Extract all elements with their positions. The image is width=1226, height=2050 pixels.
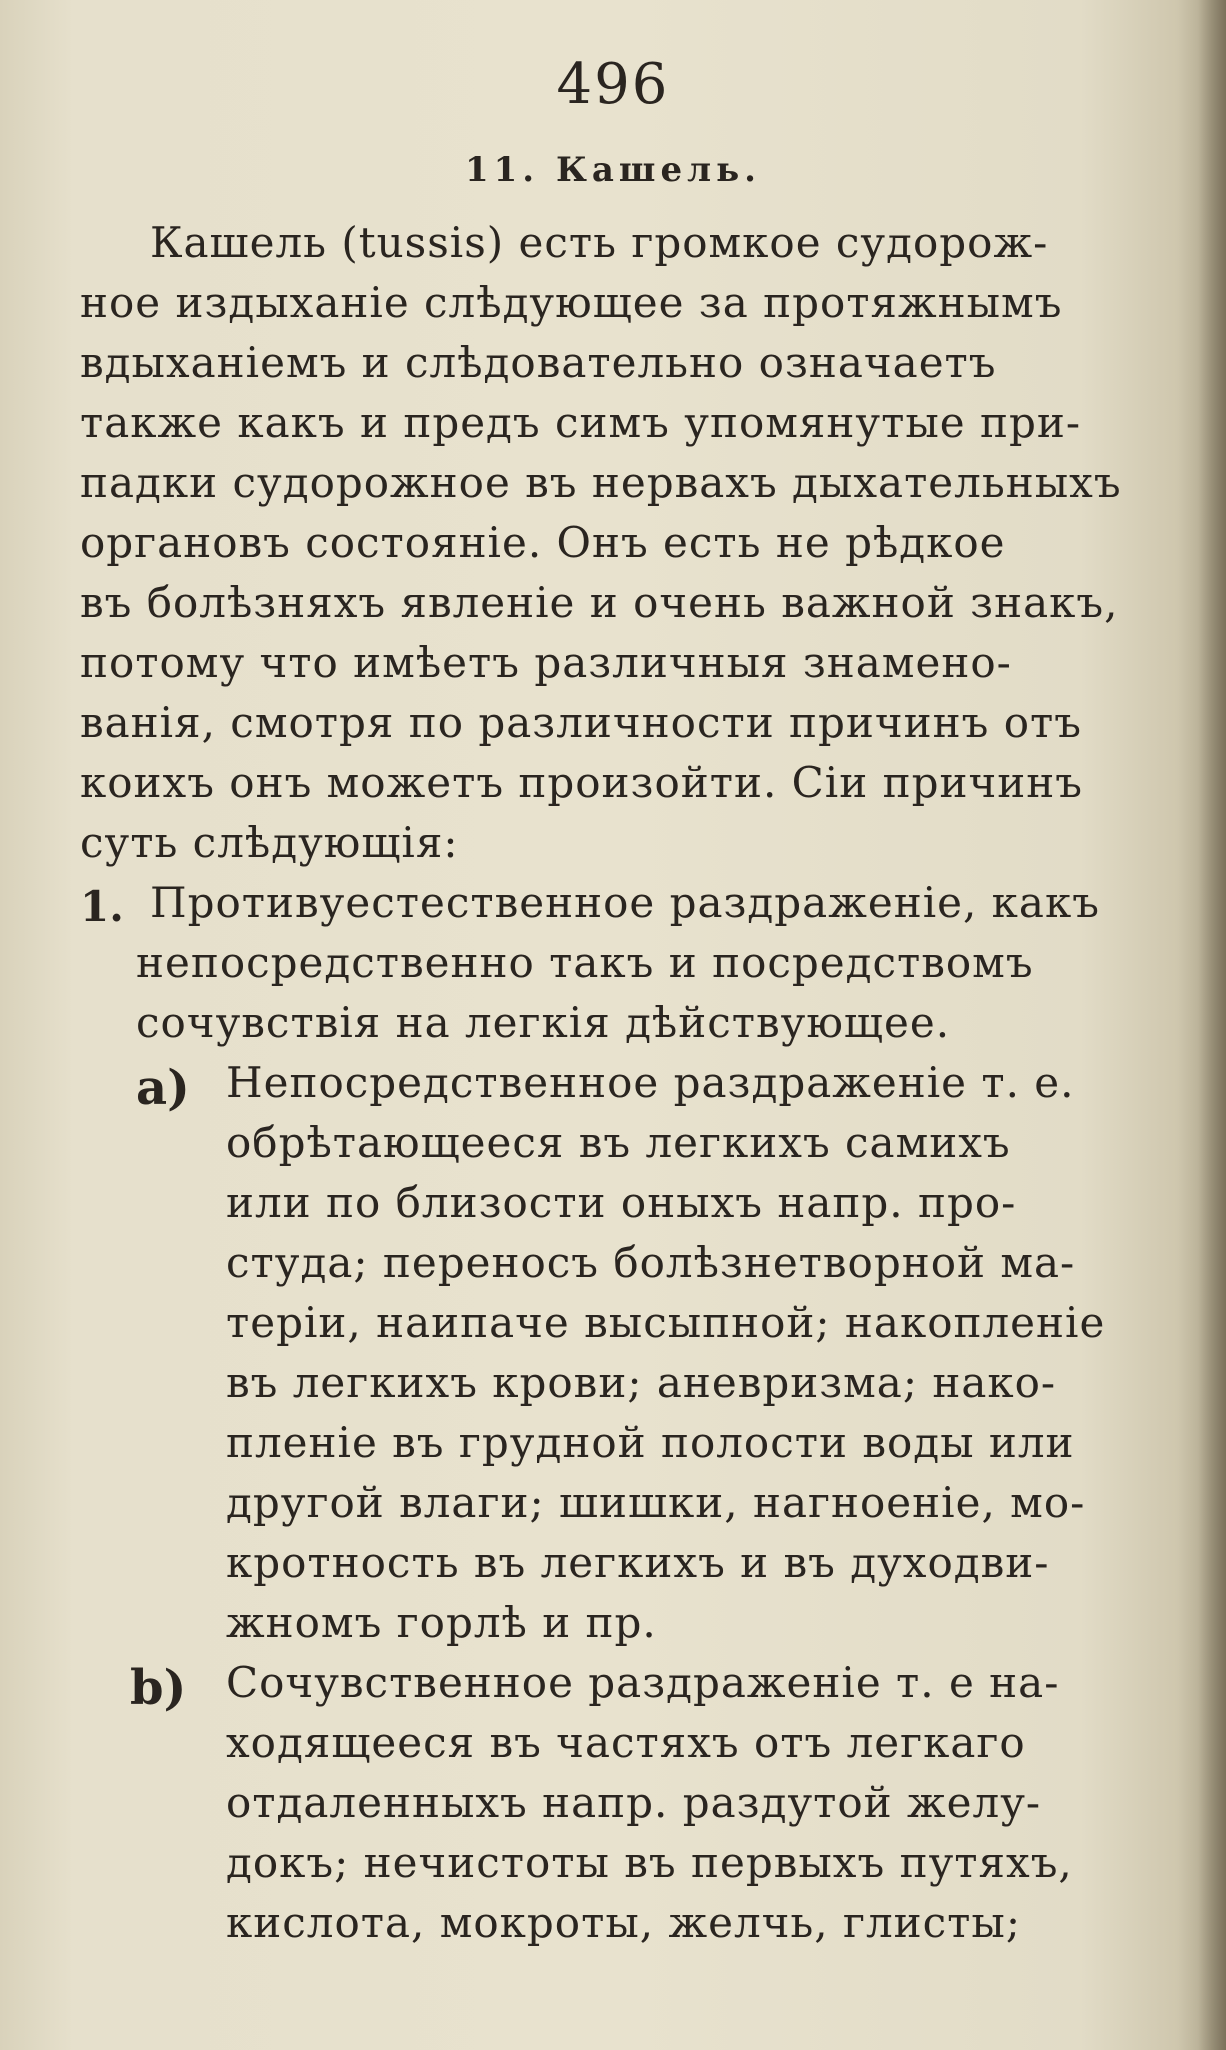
text-line: ванія, смотря по различности причинъ отъ: [80, 698, 1082, 747]
text-line: или по близости оныхъ напр. про-: [226, 1178, 1017, 1227]
text-line: суть слѣдующія:: [80, 818, 459, 867]
text-line: Непосредственное раздраженіе т. е.: [226, 1058, 1075, 1107]
text-line: потому что имѣетъ различныя знамено-: [80, 638, 1012, 687]
text-line: отдаленныхъ напр. раздутой желу-: [226, 1778, 1042, 1827]
page-number: 496: [556, 52, 670, 117]
text-line: Кашель (tussis) есть громкое судорож-: [150, 218, 1049, 267]
text-line: падки судорожное въ нервахъ дыхательныхъ: [80, 458, 1122, 507]
text-line: органовъ состояніе. Онъ есть не рѣдкое: [80, 518, 1006, 567]
text-line: ходящееся въ частяхъ отъ легкаго: [226, 1718, 1026, 1767]
text-line: кислота, мокроты, желчь, глисты;: [226, 1898, 1021, 1947]
text-line: непосредственно такъ и посредствомъ: [136, 938, 1034, 987]
text-line: другой влаги; шишки, нагноеніе, мо-: [226, 1478, 1086, 1527]
text-line: обрѣтающееся въ легкихъ самихъ: [226, 1118, 1011, 1167]
text-line: въ легкихъ крови; аневризма; нако-: [226, 1358, 1057, 1407]
text-line: также какъ и предъ симъ упомянутые при-: [80, 398, 1082, 447]
text-line: вдыханіемъ и слѣдовательно означаетъ: [80, 338, 997, 387]
text-line: теріи, наипаче высыпной; накопленіе: [226, 1298, 1106, 1347]
sub-item-marker: b): [130, 1660, 187, 1716]
text-line: въ болѣзняхъ явленіе и очень важной знакъ,: [80, 578, 1119, 627]
text-line: Противуестественное раздраженіе, какъ: [150, 878, 1100, 927]
text-line: студа; переносъ болѣзнетворной ма-: [226, 1238, 1076, 1287]
page-spine-shadow: [1198, 0, 1226, 2050]
sub-item-marker: a): [136, 1060, 190, 1116]
text-line: сочувствія на легкія дѣйствующее.: [136, 998, 951, 1047]
text-line: ное издыханіе слѣдующее за протяжнымъ: [80, 278, 1063, 327]
text-line: Сочувственное раздраженіе т. е на-: [226, 1658, 1060, 1707]
text-line: коихъ онъ можетъ произойти. Сіи причинъ: [80, 758, 1083, 807]
item-marker: 1.: [80, 882, 124, 931]
section-heading: 11. Кашель.: [464, 150, 761, 190]
text-line: пленіе въ грудной полости воды или: [226, 1418, 1075, 1467]
text-line: жномъ горлѣ и пр.: [226, 1598, 657, 1647]
text-line: докъ; нечистоты въ первыхъ путяхъ,: [226, 1838, 1073, 1887]
text-line: кротность въ легкихъ и въ духодви-: [226, 1538, 1050, 1587]
